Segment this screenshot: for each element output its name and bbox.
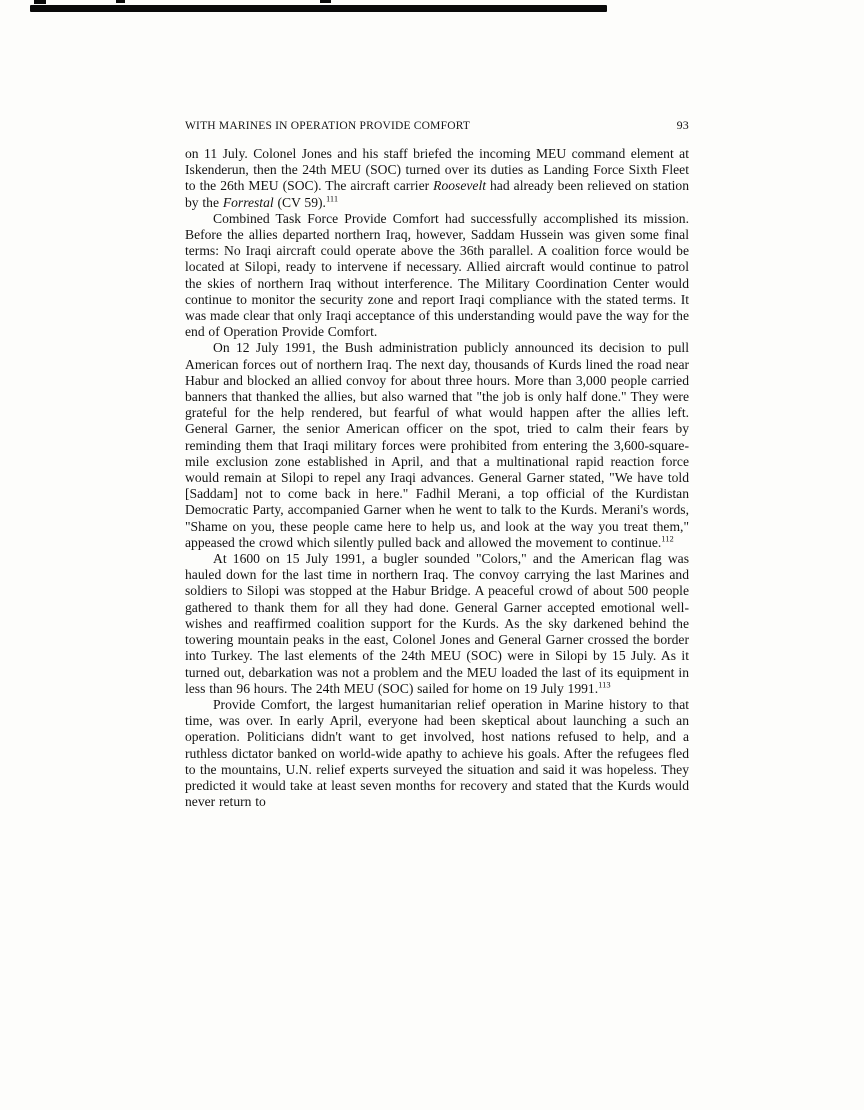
text-run: At 1600 on 15 July 1991, a bugler sounded "Colors," and the American flag was hauled down for the last time in northern Iraq. The convoy carrying the last Marines and soldiers to Silopi was stopped at the Habur Bridge. A peaceful crowd of about 500 people gathered to thank them for all they had done. General Garner accepted emotional well-wishes and reaffirmed coalition support for the Kurds. As the sky darkened behind the towering mountain peaks in the east, Colonel Jones and General Garner crossed the border into Turkey. The last elements of the 24th MEU (SOC) were in Silopi by 15 July. As it turned out, debarkation was not a problem and the MEU loaded the last of its equipment in less than 96 hours. The 24th MEU (SOC) sailed for home on 19 July 1991. bbox=[185, 551, 689, 696]
italic-text: Forrestal bbox=[222, 194, 274, 210]
scan-artifact-speck bbox=[320, 0, 331, 3]
scan-artifact-speck bbox=[116, 0, 125, 3]
body-paragraph bbox=[185, 211, 689, 341]
page-number: 93 bbox=[676, 118, 689, 132]
page-header bbox=[185, 118, 689, 133]
running-title: WITH MARINES IN OPERATION PROVIDE COMFORT bbox=[185, 120, 471, 132]
scan-artifact-bar bbox=[30, 5, 607, 12]
text-run: Combined Task Force Provide Comfort had successfully accomplished its mission. Before the allies departed northern Iraq, however, Saddam Hussein was given some final terms: No Iraqi aircraft could operate above the 36th parallel. A coalition force would be located at Silopi, ready to intervene if necessary. Allied aircraft would continue to patrol the skies of northern Iraq without interference. The Military Coordination Center would continue to monitor the security zone and report Iraqi compliance with the stated terms. It was made clear that only Iraqi acceptance of this understanding would pave the way for the end of Operation Provide Comfort. bbox=[185, 210, 689, 340]
body-paragraph bbox=[185, 340, 689, 551]
italic-text: Roosevelt bbox=[433, 178, 486, 194]
text-run: had already been relieved on station by the bbox=[185, 178, 689, 210]
footnote-reference: 111 bbox=[325, 193, 339, 204]
text-run: Provide Comfort, the largest humanitarian relief operation in Marine history to that time, was over. In early April, everyone had been skeptical about launching a such an operation. Politicians didn't want to get involved, host nations refused to help, and a ruthless dictator banked on world-wide apathy to achieve his goals. After the refugees fled to the mountains, U.N. relief experts surveyed the situation and said it was hopeless. They predicted it would take at least seven months for recovery and stated that the Kurds would never return to bbox=[185, 696, 689, 810]
body-paragraph bbox=[185, 551, 689, 697]
text-run: On 12 July 1991, the Bush administration publicly announced its decision to pull American forces out of northern Iraq. The next day, thousands of Kurds lined the road near Habur and blocked an allied convoy for about three hours. More than 3,000 people carried banners that thanked the allies, but also warned that "the job is only half done." They were grateful for the help rendered, but fearful of what would happen after the allies left. General Garner, the senior American officer on the spot, tried to calm their fears by reminding them that Iraqi military forces were prohibited from entering the 3,600-square-mile exclusion zone established in April, and that a multinational rapid reaction force would remain at Silopi to repel any Iraqi advances. General Garner stated, "We have told [Saddam] not to come back in here." Fadhil Merani, a top official of the Kurdistan Democratic Party, accompanied Garner when he went to talk to the Kurds. Merani's words, "Shame on you, these people came here to help us, and look at the way you treat them," appeased the crowd which silently pulled back and allowed the movement to continue. bbox=[185, 340, 689, 550]
scan-artifact-speck bbox=[34, 0, 46, 4]
text-run: (CV 59). bbox=[273, 194, 326, 210]
body-text bbox=[185, 146, 689, 810]
body-paragraph bbox=[185, 697, 689, 810]
body-paragraph bbox=[185, 146, 689, 211]
footnote-reference: 113 bbox=[598, 679, 611, 690]
footnote-reference: 112 bbox=[661, 533, 674, 544]
text-run: on 11 July. Colonel Jones and his staff briefed the incoming MEU command element at Iskenderun, then the 24th MEU (SOC) turned over its duties as Landing Force Sixth Fleet to the 26th MEU (SOC). The aircraft carrier bbox=[185, 146, 689, 194]
